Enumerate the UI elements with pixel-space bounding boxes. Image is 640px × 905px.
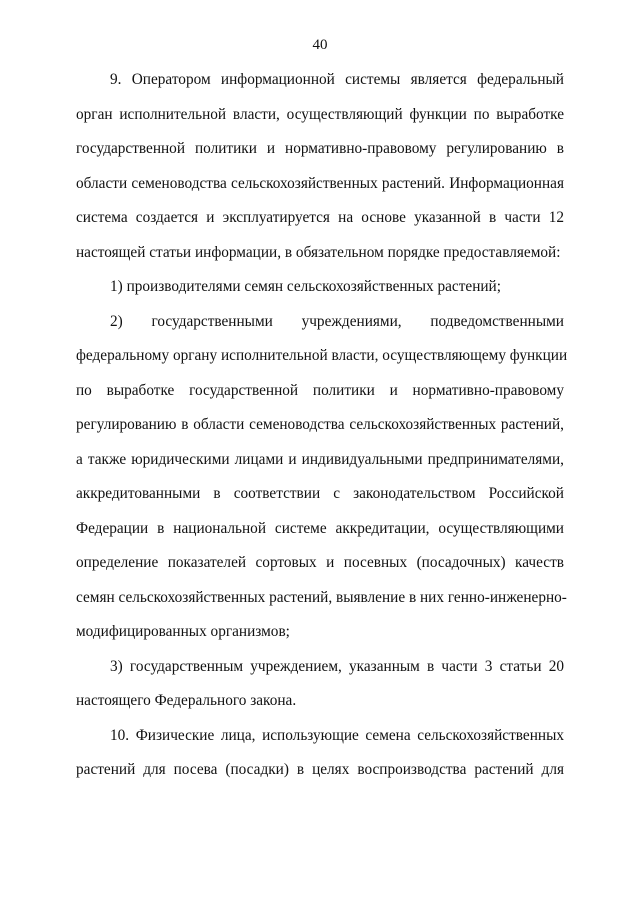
- list-item-1: [76, 270, 564, 305]
- text-line: а также юридическими лицами и индивидуальными предпринимателями,: [76, 450, 564, 468]
- text-line: 2) государственными учреждениями, подведомственными: [110, 312, 564, 330]
- text-line: аккредитованными в соответствии с законодательством Российской: [76, 485, 564, 502]
- text-line: федеральному органу исполнительной власти, осуществляющему функции: [76, 347, 568, 364]
- document-body: [76, 63, 568, 788]
- text-line: определение показателей сортовых и посевных (посадочных) качеств: [76, 554, 564, 571]
- text-line: модифицированных организмов;: [76, 623, 290, 640]
- text-line: настоящей статьи информации, в обязательном порядке предоставляемой:: [76, 243, 561, 261]
- text-line: растений для посева (посадки) в целях воспроизводства растений для: [76, 761, 564, 778]
- paragraph-9: [76, 63, 564, 270]
- text-line: настоящего Федерального закона.: [76, 692, 297, 709]
- text-line: система создается и эксплуатируется на основе указанной в части 12: [76, 209, 564, 226]
- list-item-2: [76, 305, 568, 650]
- text-line: по выработке государственной политики и нормативно-правовому: [76, 381, 564, 399]
- text-line: области семеноводства сельскохозяйственных растений. Информационная: [76, 174, 564, 192]
- text-line: семян сельскохозяйственных растений, выявление в них генно-инженерно-: [76, 588, 567, 606]
- text-line: 10. Физические лица, использующие семена сельскохозяйственных: [110, 726, 564, 744]
- text-line: 1) производителями семян сельскохозяйственных растений;: [110, 278, 501, 295]
- page-number: 40: [312, 37, 328, 53]
- text-line: орган исполнительной власти, осуществляющий функции по выработке: [76, 105, 564, 123]
- text-line: 9. Оператором информационной системы является федеральный: [110, 71, 564, 88]
- list-item-3: [76, 650, 564, 719]
- text-line: Федерации в национальной системе аккредитации, осуществляющими: [76, 519, 564, 537]
- paragraph-10: [76, 719, 564, 788]
- text-line: государственной политики и нормативно-правовому регулированию в: [76, 140, 564, 157]
- text-line: 3) государственным учреждением, указанным в части 3 статьи 20: [110, 657, 564, 675]
- text-line: регулированию в области семеноводства сельскохозяйственных растений,: [76, 416, 564, 433]
